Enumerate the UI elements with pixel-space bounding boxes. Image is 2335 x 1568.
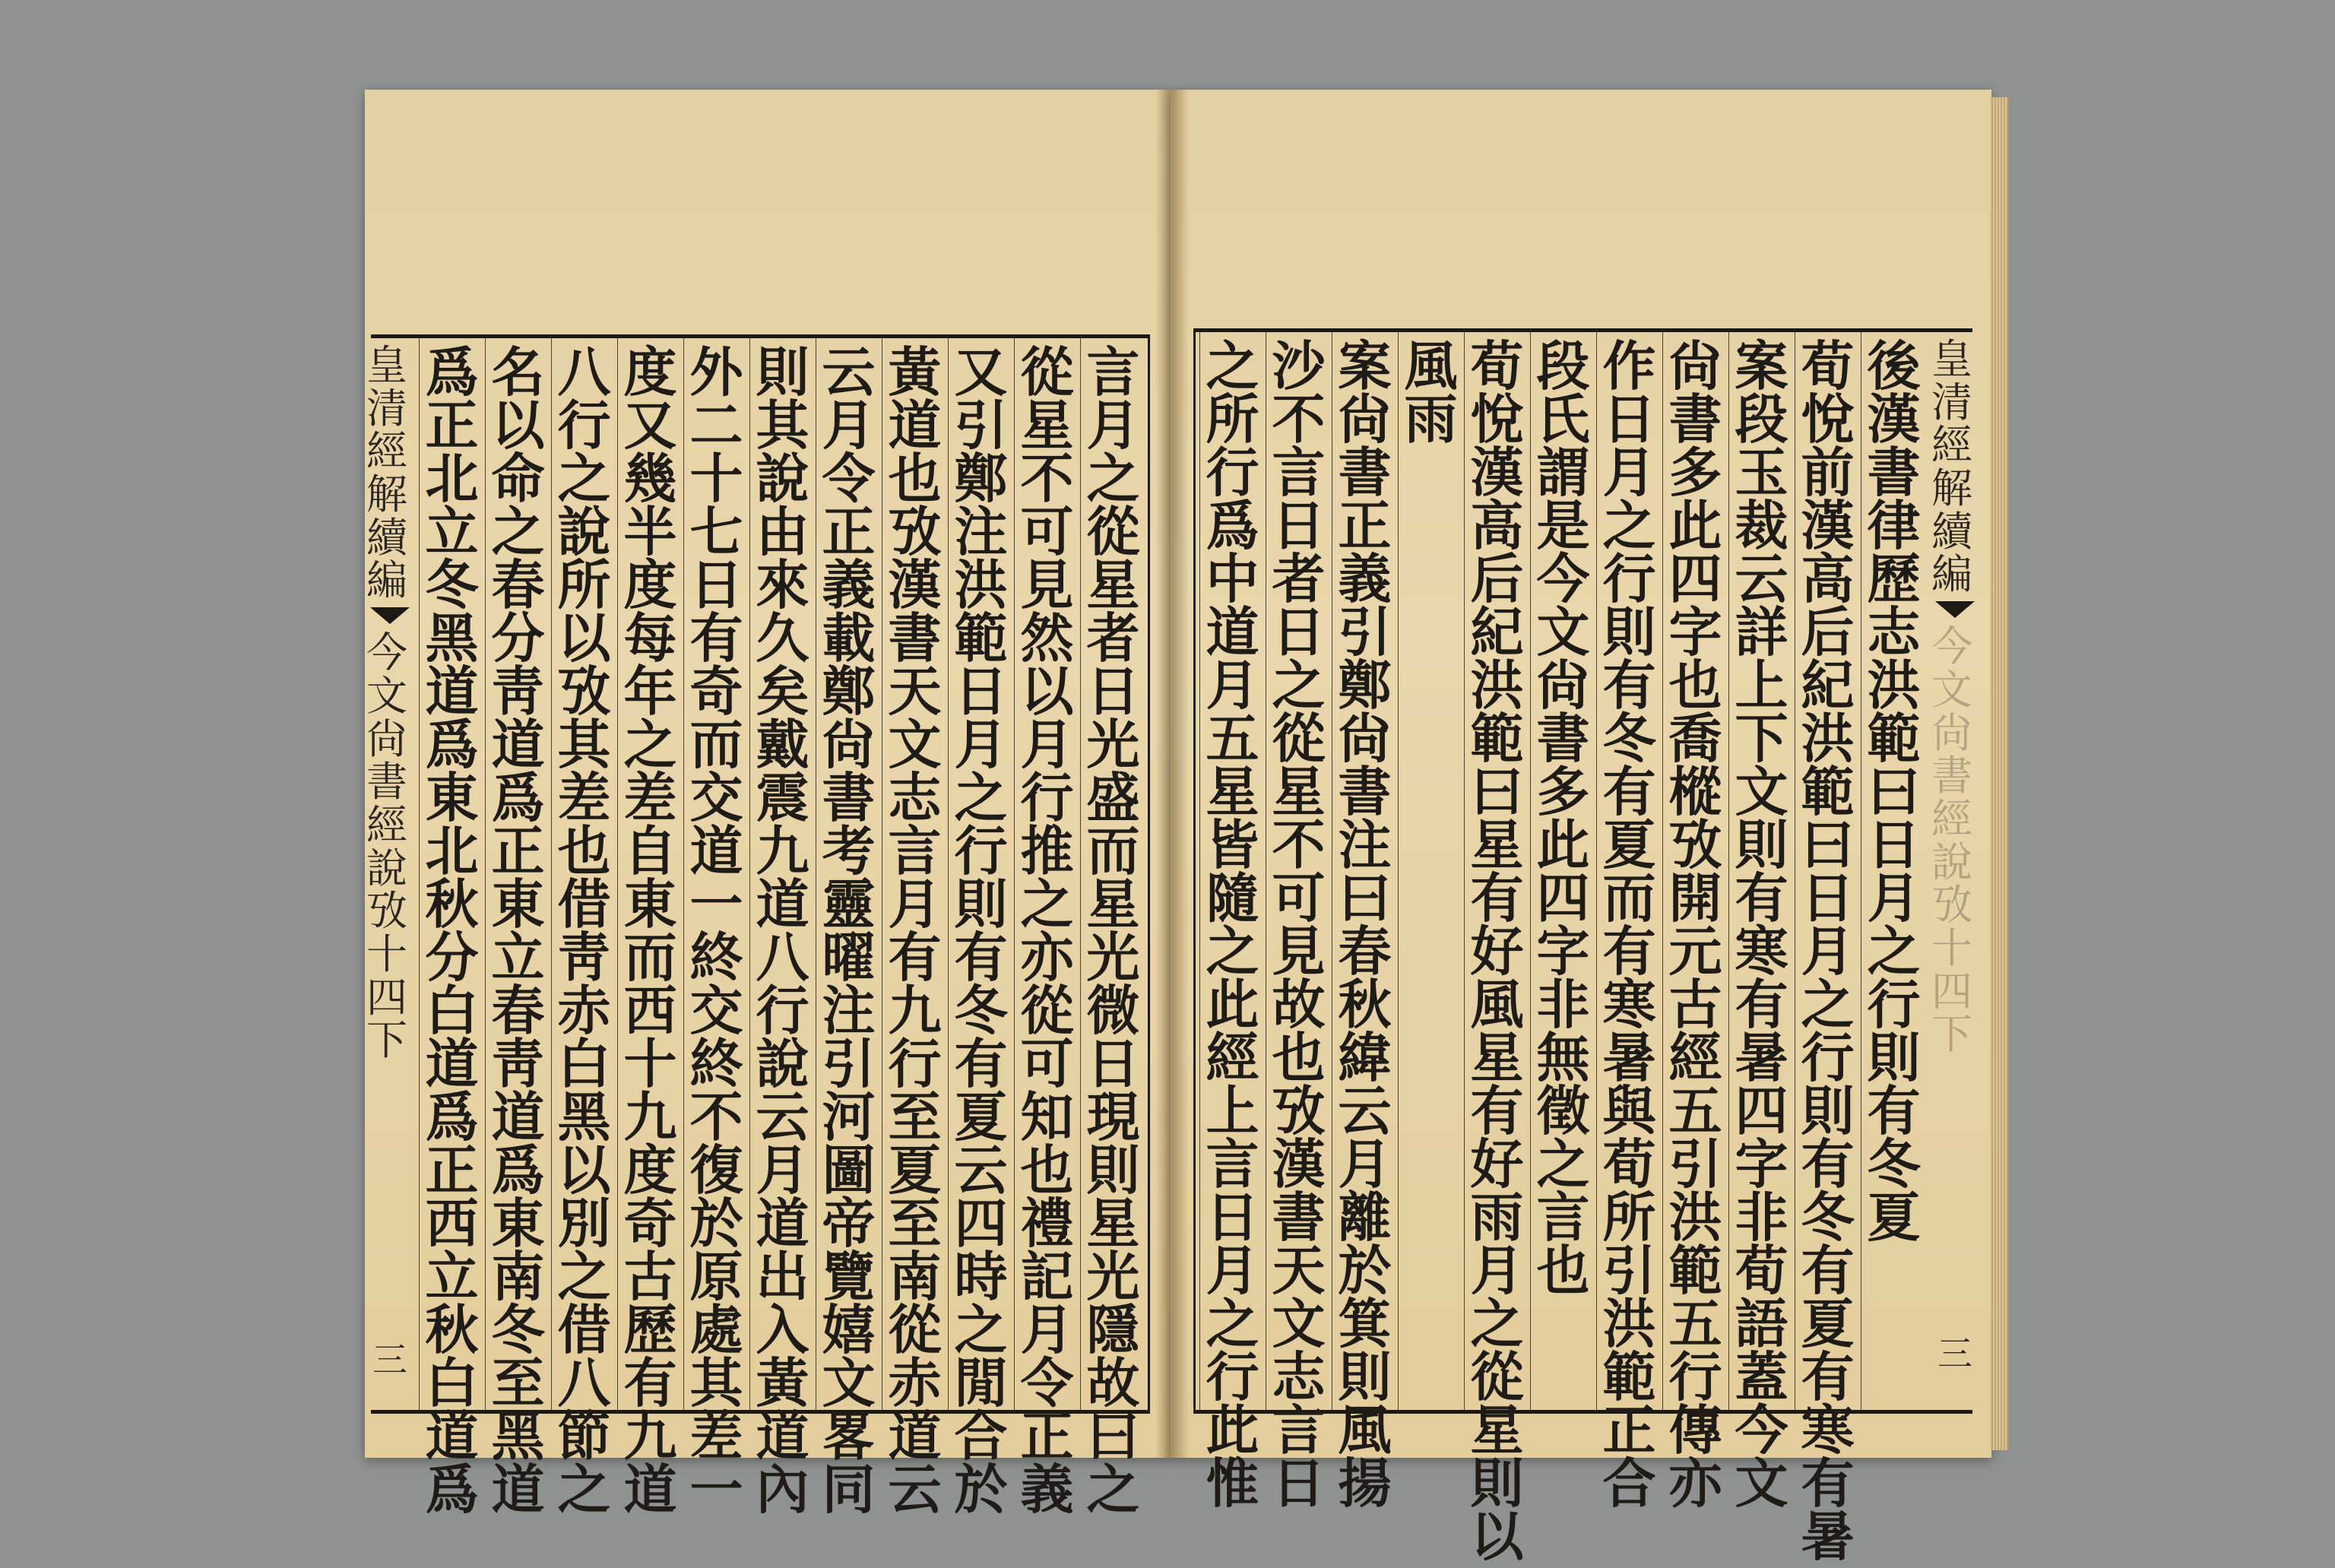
column-rule (1596, 332, 1597, 1410)
left-margin-title: 皇清經解續編 (366, 341, 407, 605)
open-book (365, 90, 1991, 1568)
left-folio: 三 (372, 1338, 407, 1380)
left-text-column: 爲 正 北 立 冬 黑 道 爲 東 北 秋 分 白 道 爲 正 西 立 秋 白 道 爲 (425, 341, 479, 1521)
left-text-column: 從 星 不 可 見 然 以 月 行 推 之 亦 從 可 知 也 禮 記 月 令 正 義 (1020, 341, 1074, 1521)
column-rule (1199, 332, 1200, 1410)
right-folio: 三 (1937, 1332, 1972, 1374)
column-rule (683, 338, 684, 1410)
page-edge-stack (1990, 97, 2008, 1450)
left-margin-column (366, 341, 413, 1408)
right-text-column: 案 段 玉 裁 云 詳 上 下 文 則 有 寒 有 暑 四 字 非 荀 語 蓋 今 文 (1735, 334, 1788, 1515)
column-rule (1530, 332, 1531, 1410)
right-text-frame (1193, 328, 1972, 1568)
column-rule (1014, 338, 1015, 1410)
column-rule (1080, 338, 1081, 1410)
right-margin-column (1931, 335, 1979, 1402)
left-page (365, 90, 1171, 1521)
column-rule (419, 338, 420, 1410)
right-text-column: 段 氏 謂 是 今 文 尙 書 多 此 四 字 非 無 徵 之 言 也 (1536, 334, 1590, 1302)
column-rule (1728, 332, 1729, 1410)
left-text-column: 又 引 鄭 注 洪 範 日 月 之 行 則 有 冬 有 夏 云 四 時 之 閒 合 於 (954, 341, 1008, 1521)
column-rule (485, 338, 486, 1410)
left-text-column: 言 月 之 從 星 者 日 光 盛 而 星 光 微 日 現 則 星 光 隱 故 曰 之 (1086, 341, 1140, 1521)
fishtail-mark (370, 607, 410, 624)
right-text-column: 荀 悅 漢 高 后 紀 洪 範 曰 星 有 好 風 星 有 好 雨 月 之 從 星 則 以 (1470, 334, 1524, 1568)
left-text-column: 外 二 十 七 日 有 奇 而 交 道 一 終 交 終 不 復 於 原 處 其 差 一 (689, 341, 743, 1521)
column-rule (749, 338, 750, 1410)
column-rule (1398, 332, 1399, 1410)
fishtail-mark (1935, 601, 1975, 618)
right-text-column: 作 日 月 之 行 則 有 冬 有 夏 而 有 寒 暑 與 荀 所 引 洪 範 正 合 (1602, 334, 1656, 1515)
left-text-column: 則 其 說 由 來 久 矣 戴 震 九 道 八 行 說 云 月 道 出 入 黃 道 內 (756, 341, 809, 1521)
right-text-column: 尙 書 多 此 四 字 也 喬 樅 攷 開 元 古 經 五 引 洪 範 五 行 傳 亦 (1668, 334, 1722, 1515)
left-margin-subtitle: 今文尙書經說攷十四下 (366, 629, 407, 1065)
left-text-frame (366, 334, 1150, 1521)
book-gutter (1155, 90, 1189, 1458)
left-text-column: 名 以 命 之 春 分 靑 道 爲 正 東 立 春 靑 道 爲 東 南 冬 至 黑 道 (491, 341, 545, 1521)
right-page (1171, 90, 1991, 1568)
right-text-column: 之 所 行 爲 中 道 月 五 星 皆 隨 之 此 經 上 言 日 月 之 行 此 惟 (1206, 334, 1259, 1515)
left-text-column: 黃 道 也 攷 漢 書 天 文 志 言 月 有 九 行 至 夏 至 南 從 赤 道 云 (888, 341, 942, 1521)
column-rule (617, 338, 618, 1410)
left-text-column: 度 又 幾 半 度 每 年 之 差 自 東 而 西 十 九 度 奇 古 歷 有 九 道 (623, 341, 677, 1521)
right-text-column: 後 漢 書 律 歷 志 洪 範 曰 日 月 之 行 則 有 冬 夏 (1867, 334, 1921, 1249)
right-margin-subtitle: 今文尙書經說攷十四下 (1931, 622, 1972, 1059)
right-margin-title: 皇清經解續編 (1931, 335, 1972, 599)
column-rule (1662, 332, 1663, 1410)
left-text-column: 云 月 令 正 義 載 鄭 尙 書 考 靈 曜 注 引 河 圖 帝 覽 嬉 文 畧 同 (822, 341, 876, 1521)
right-text-column: 荀 悅 前 漢 高 后 紀 洪 範 曰 日 月 之 行 則 有 冬 有 夏 有 寒 有 暑 (1801, 334, 1855, 1568)
right-text-column: 沙 不 言 日 者 日 之 從 星 不 可 見 故 也 攷 漢 書 天 文 志 言 日 (1272, 334, 1326, 1515)
left-text-column: 八 行 之 說 所 以 攷 其 差 也 借 靑 赤 白 黑 以 別 之 借 八 節 之 (557, 341, 611, 1521)
column-rule (1464, 332, 1465, 1410)
column-rule (948, 338, 949, 1410)
right-text-column: 風 雨 (1404, 334, 1458, 451)
right-text-column: 案 尙 書 正 義 引 鄭 尙 書 注 曰 春 秋 緯 云 月 離 於 箕 則 風 揚 (1338, 334, 1392, 1515)
column-rule (551, 338, 552, 1410)
